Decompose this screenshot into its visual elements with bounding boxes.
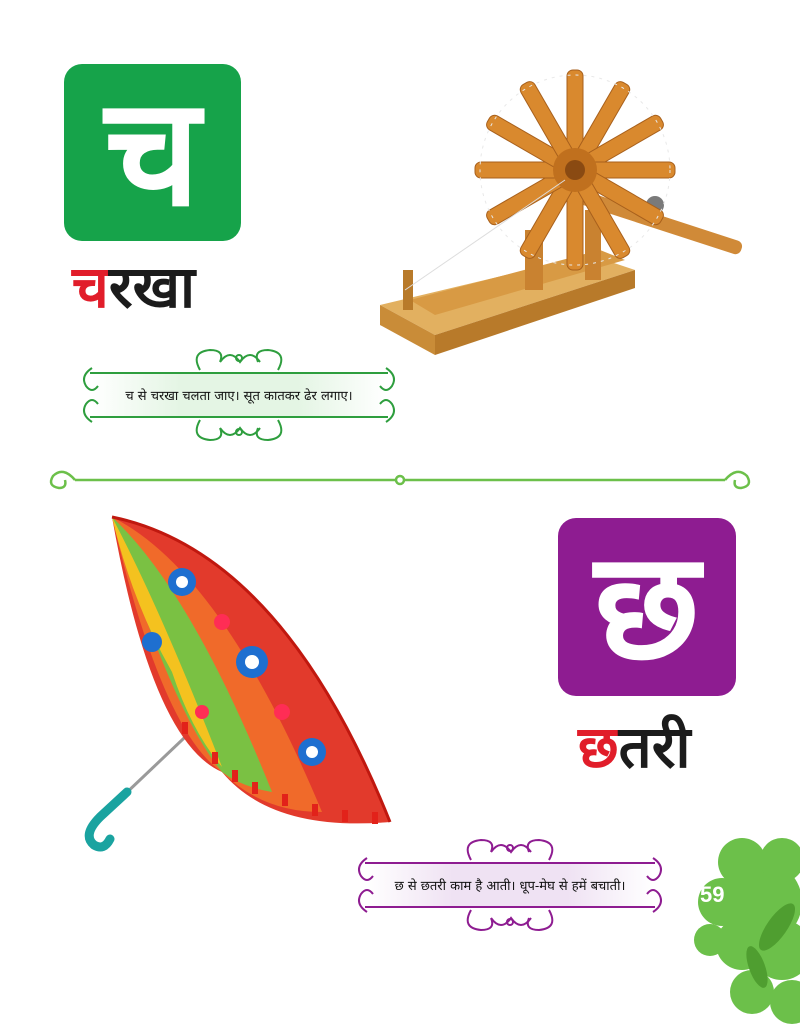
- caption-text-chhatri: छ से छतरी काम है आती। धूप-मेघ से हमें बचाती।: [394, 879, 626, 894]
- word-chhatri: [578, 713, 691, 781]
- word-charkha: [72, 253, 196, 321]
- letter-tile-chha: [558, 518, 736, 696]
- letter-chha: छ: [594, 520, 700, 694]
- umbrella-icon: [72, 512, 402, 857]
- page-number: 59: [700, 882, 725, 907]
- letter-tile-cha: [64, 64, 241, 241]
- word-charkha-first-letter: च: [72, 253, 109, 321]
- word-charkha-rest: रखा: [108, 253, 196, 321]
- page-number-badge: [682, 832, 800, 1024]
- section-divider: [45, 458, 755, 498]
- spinning-wheel-icon: [375, 60, 760, 360]
- caption-text-charkha: च से चरखा चलता जाए। सूत कातकर ढेर लगाए।: [125, 389, 353, 404]
- caption-charkha: [70, 340, 408, 450]
- word-chhatri-first-letter: छ: [578, 713, 619, 781]
- caption-chhatri: [345, 830, 675, 940]
- word-chhatri-rest: तरी: [618, 713, 691, 781]
- letter-cha: च: [104, 65, 201, 240]
